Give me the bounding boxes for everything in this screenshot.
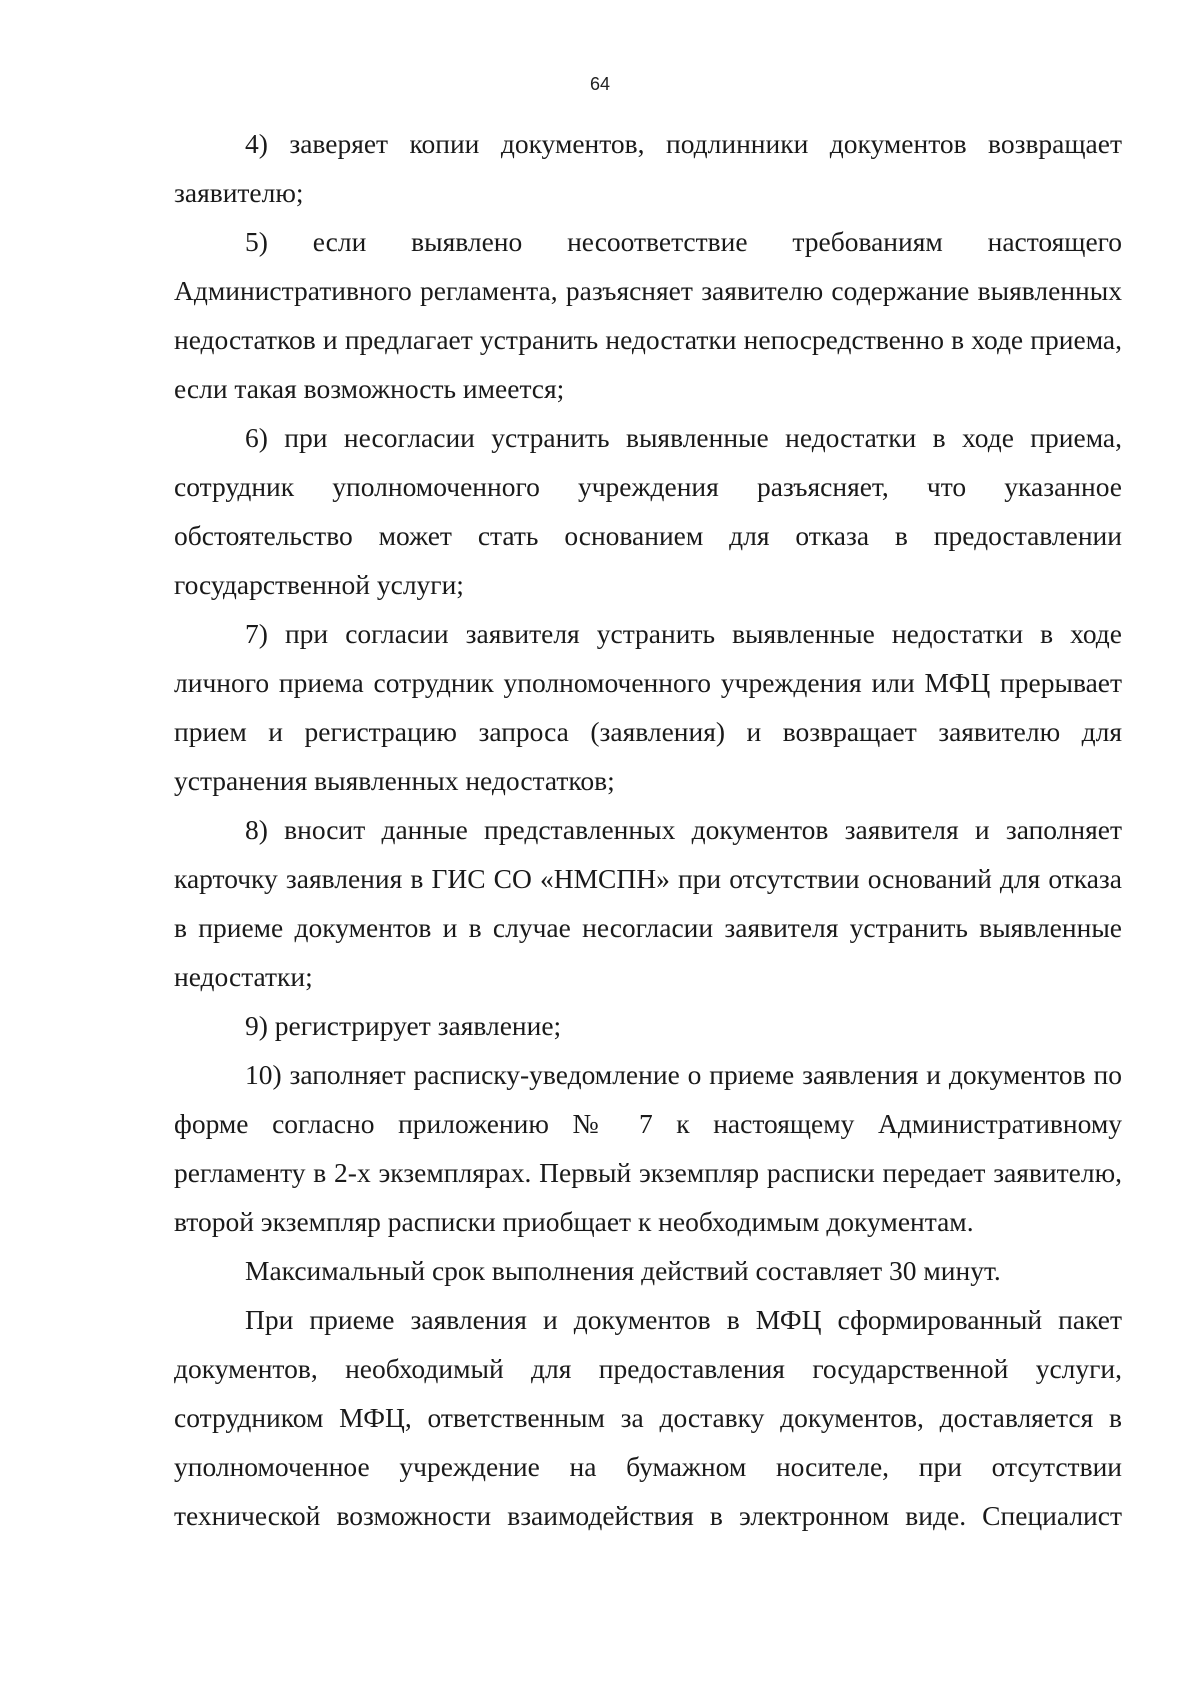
paragraph-mfc-delivery: При приеме заявления и документов в МФЦ сформированный пакет документов, необходимый для предоставления государственной услуги, сотрудником МФЦ, ответственным за доставку документов, доставляется в уполномоченное учреждение на бумажном носителе, при отсутствии технической возможности взаимодействия в электронном виде. Специалист: [174, 1304, 1122, 1531]
paragraph-item-4: 4) заверяет копии документов, подлинники документов возвращает заявителю;: [174, 128, 1122, 208]
paragraph-item-10: 10) заполняет расписку-уведомление о приеме заявления и документов по форме согласно приложению № 7 к настоящему Административному регламенту в 2-х экземплярах. Первый экземпляр расписки передает заявителю, второй экземпляр расписки приобщает к необходимым документам.: [174, 1059, 1122, 1237]
paragraph-max-time: Максимальный срок выполнения действий составляет 30 минут.: [245, 1255, 1001, 1286]
paragraph-item-5: 5) если выявлено несоответствие требованиям настоящего Административного регламента, разъясняет заявителю содержание выявленных недостатков и предлагает устранить недостатки непосредственно в ходе приема, если такая возможность имеется;: [174, 226, 1122, 404]
document-body: [174, 119, 1122, 1540]
page-number: 64: [589, 74, 611, 94]
paragraph-item-9: 9) регистрирует заявление;: [245, 1010, 562, 1041]
paragraph-item-7: 7) при согласии заявителя устранить выявленные недостатки в ходе личного приема сотрудник уполномоченного учреждения или МФЦ прерывает прием и регистрацию запроса (заявления) и возвращает заявителю для устранения выявленных недостатков;: [174, 618, 1122, 796]
paragraph-item-8: 8) вносит данные представленных документов заявителя и заполняет карточку заявления в ГИС СО «НМСПН» при отсутствии оснований для отказа в приеме документов и в случае несогласии заявителя устранить выявленные недостатки;: [174, 814, 1122, 992]
paragraph-item-6: 6) при несогласии устранить выявленные недостатки в ходе приема, сотрудник уполномоченного учреждения разъясняет, что указанное обстоятельство может стать основанием для отказа в предоставлении государственной услуги;: [174, 422, 1122, 600]
